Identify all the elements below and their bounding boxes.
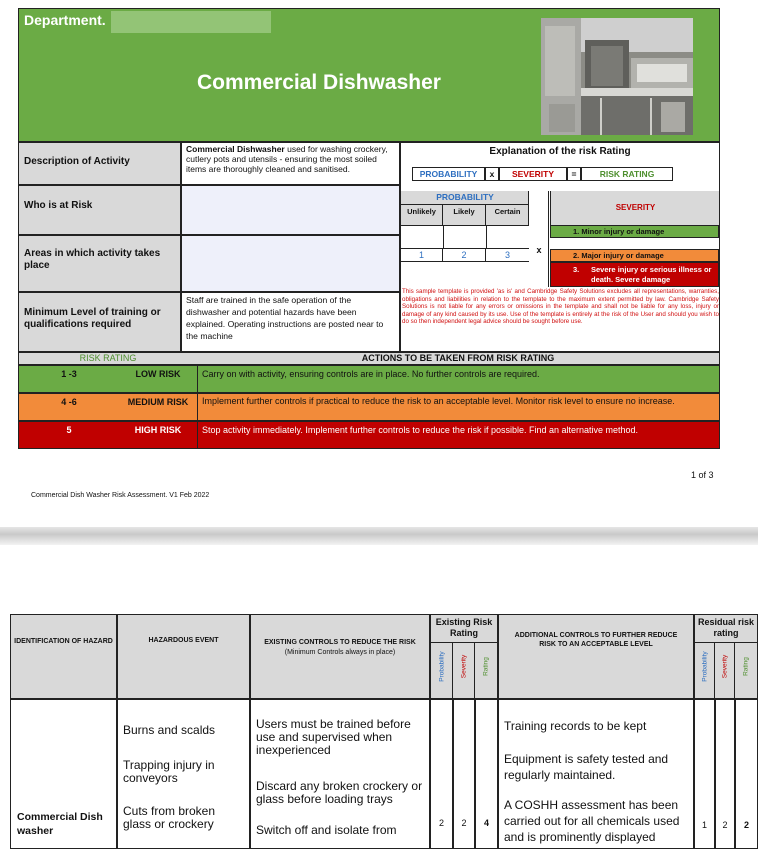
col-additional-header — [498, 614, 694, 699]
risk-action-low: Carry on with activity, ensuring controls are in place. No further controls are required. — [202, 369, 540, 379]
prob-num-2: 2 — [443, 249, 486, 261]
header-banner — [18, 8, 720, 142]
risk-action-high: Stop activity immediately. Implement further controls to reduce the risk if possible. Find an alternative method. — [202, 425, 639, 435]
residual-severity-value-cell[interactable] — [715, 699, 735, 849]
explanation-title: Explanation of the risk Rating — [489, 146, 631, 157]
training-value-cell[interactable] — [181, 292, 400, 352]
page-number: 1 of 3 — [691, 470, 714, 480]
control-item: Switch off and isolate from — [256, 823, 397, 837]
col-controls-label: EXISTING CONTROLS TO REDUCE THE RISK — [264, 639, 416, 646]
explanation-panel — [400, 142, 720, 352]
existing-rating-label: Rating — [482, 657, 490, 676]
actions-header: ACTIONS TO BE TAKEN FROM RISK RATING — [361, 353, 555, 363]
prob-col-unlikely: Unlikely — [401, 204, 443, 225]
formula-probability: PROBABILITY — [412, 167, 485, 181]
residual-severity-cell — [715, 642, 735, 698]
areas-label: Areas in which activity takes place — [24, 248, 161, 271]
residual-rating-cell — [735, 642, 757, 698]
residual-rating-value: 2 — [743, 820, 749, 830]
page-separator — [0, 527, 758, 545]
hazard-text: Commercial Dish washer — [17, 811, 103, 837]
formula-equals: = — [567, 167, 581, 181]
description-label-cell — [18, 142, 181, 185]
existing-rating-cell — [475, 642, 497, 698]
col-event-label: HAZARDOUS EVENT — [148, 637, 219, 644]
col-controls-header — [250, 614, 430, 699]
prob-num-3: 3 — [504, 250, 510, 260]
description-text — [186, 144, 395, 174]
probability-header: PROBABILITY — [436, 192, 494, 202]
existing-rating-value-cell[interactable] — [475, 699, 498, 849]
probability-grid-header — [401, 191, 529, 225]
formula-risk-rating: RISK RATING — [581, 167, 673, 181]
risk-range-medium: 4 -6 — [61, 397, 77, 407]
existing-severity-label: Severity — [460, 654, 468, 679]
risk-rating-header: RISK RATING — [79, 353, 137, 363]
description-label: Description of Activity — [24, 156, 130, 167]
risk-level-high: HIGH RISK — [134, 425, 182, 435]
residual-probability-label: Probability — [701, 651, 709, 682]
multiply-sign: x — [536, 245, 542, 255]
event-item: Trapping injury in conveyors — [123, 758, 215, 785]
existing-severity-value: 2 — [461, 818, 467, 828]
document-reference: Commercial Dish Washer Risk Assessment. V1 Feb 2022 — [31, 492, 210, 499]
risk-row-divider — [197, 422, 198, 448]
col-event-header — [117, 614, 250, 699]
event-item: Cuts from broken glass or crockery — [123, 804, 216, 831]
risk-range-low: 1 -3 — [61, 369, 77, 379]
residual-rating-value-cell[interactable] — [735, 699, 758, 849]
department-value[interactable] — [111, 11, 271, 33]
col-hazard-header — [10, 614, 117, 699]
prob-col-certain: Certain — [486, 204, 529, 225]
areas-label-cell — [18, 235, 181, 292]
formula-times: x — [485, 167, 499, 181]
severity-level-1 — [550, 225, 719, 238]
dishwasher-photo — [541, 18, 693, 135]
page-two — [0, 545, 758, 844]
severity-level-1-text: 1. Minor injury or damage — [573, 227, 665, 236]
risk-range-high: 5 — [66, 425, 72, 435]
risk-table-header — [18, 352, 720, 365]
areas-value-cell[interactable] — [181, 235, 400, 292]
risk-row-high — [18, 421, 720, 449]
dishwasher-image — [541, 18, 693, 135]
existing-probability-value: 2 — [438, 818, 444, 828]
existing-rating-value: 4 — [483, 818, 489, 828]
description-value-cell[interactable] — [181, 142, 400, 185]
risk-level-low: LOW RISK — [135, 369, 181, 379]
who-value-cell[interactable] — [181, 185, 400, 235]
severity-level-3 — [550, 262, 719, 287]
prob-blank-row — [401, 225, 529, 248]
existing-probability-value-cell[interactable] — [430, 699, 453, 849]
prob-divider — [486, 226, 487, 249]
risk-action-medium: Implement further controls if practical to reduce the risk to an acceptable level. Monitor risk level to ensure no increase. — [202, 396, 675, 406]
existing-probability-label: Probability — [438, 651, 446, 682]
additional-item: Equipment is safety tested and regularly maintained. — [504, 752, 669, 782]
residual-severity-value: 2 — [722, 820, 728, 830]
disclaimer-text: This sample template is provided 'as is' and Cambridge Safety Solutions excludes all representations, warranties, obligations and liabilities in relation to the template to the maximum extent permitted by law. Cambridge Safety Solutions is not liable for any errors or omissions in the template and shall not be liable for any loss, injury or damage of any kind caused by its use. Use of the template is entirely at the risk of the User and should you wish to do so then independent legal advice should be sought before use. — [402, 288, 719, 326]
prob-col-likely: Likely — [443, 204, 486, 225]
multiply-column — [529, 191, 549, 287]
controls-cell[interactable] — [250, 699, 430, 849]
existing-severity-value-cell[interactable] — [453, 699, 475, 849]
risk-level-medium: MEDIUM RISK — [127, 397, 189, 407]
severity-header: SEVERITY — [615, 203, 656, 212]
description-bold: Commercial Dishwasher — [186, 144, 285, 154]
event-item: Burns and scalds — [123, 723, 216, 737]
hazard-cell — [10, 699, 117, 849]
who-label: Who is at Risk — [24, 200, 93, 211]
additional-item: A COSHH assessment has been carried out for all chemicals used and is prominently displayed — [504, 798, 680, 844]
col-additional-label: ADDITIONAL CONTROLS TO FURTHER REDUCE RISK TO AN ACCEPTABLE LEVEL — [514, 632, 678, 648]
col-existing-label: Existing Risk Rating — [435, 617, 493, 638]
severity-level-3-number: 3. — [573, 265, 580, 274]
prob-divider — [443, 226, 444, 249]
page-title: Commercial Dishwasher — [197, 71, 441, 94]
risk-row-low — [18, 365, 720, 393]
event-cell[interactable] — [117, 699, 250, 849]
control-item: Users must be trained before use and supervised when inexperienced — [256, 717, 411, 757]
residual-severity-label: Severity — [721, 654, 729, 679]
training-text: Staff are trained in the safe operation of the dishwasher and potential hazards have been explained. Operating instructions are posted near to the machine — [186, 295, 384, 341]
department-label: Department. — [24, 12, 106, 28]
residual-probability-value: 1 — [701, 820, 707, 830]
additional-item: Training records to be kept — [504, 719, 647, 733]
col-hazard-label: IDENTIFICATION OF HAZARD — [14, 638, 113, 645]
risk-row-divider — [197, 366, 198, 392]
col-residual-label: Residual risk rating — [697, 617, 755, 638]
residual-probability-value-cell[interactable] — [694, 699, 715, 849]
risk-row-medium — [18, 393, 720, 421]
prob-number-row — [401, 248, 529, 262]
training-label: Minimum Level of training or qualifications required — [24, 307, 161, 330]
existing-probability-cell — [431, 642, 453, 698]
severity-level-2 — [550, 249, 719, 262]
prob-num-1: 1 — [401, 249, 443, 261]
severity-level-3-text: Severe injury or serious illness or death. Severe damage — [591, 265, 712, 284]
risk-row-divider — [197, 394, 198, 420]
who-label-cell — [18, 185, 181, 235]
residual-probability-cell — [695, 642, 715, 698]
severity-level-2-text: 2. Major injury or damage — [573, 251, 664, 260]
col-controls-sublabel: (Minimum Controls always in place) — [284, 649, 396, 656]
training-label-cell — [18, 292, 181, 352]
formula-severity: SEVERITY — [499, 167, 567, 181]
severity-header-cell — [550, 191, 719, 225]
existing-severity-cell — [453, 642, 475, 698]
additional-cell[interactable] — [498, 699, 694, 849]
control-item: Discard any broken crockery or glass before loading trays — [256, 779, 423, 806]
description-rest: used for washing crockery, cutlery pots and utensils - ensuring the most soiled items are thoroughly cleaned and sanitised. — [186, 144, 388, 174]
residual-rating-label: Rating — [742, 657, 750, 676]
